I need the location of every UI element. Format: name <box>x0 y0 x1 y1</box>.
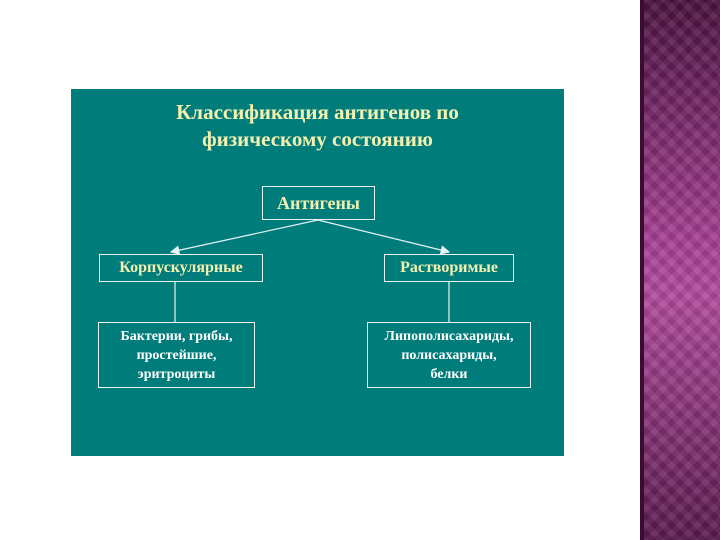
root-node-antigens: Антигены <box>262 186 375 220</box>
slide-title-line-1: Классификация антигенов по <box>176 100 459 124</box>
examples-node-soluble: Липополисахариды, полисахариды, белки <box>367 322 531 388</box>
category-node-corpuscular: Корпускулярные <box>99 254 263 282</box>
category-node-soluble: Растворимые <box>384 254 514 282</box>
examples-node-corpuscular: Бактерии, грибы, простейшие, эритроциты <box>98 322 255 388</box>
slide-panel <box>71 89 564 456</box>
arrow-to-left-category <box>171 220 318 252</box>
decorative-side-band <box>640 0 720 540</box>
slide-title-line-2: физическому состоянию <box>202 127 433 151</box>
arrow-to-right-category <box>318 220 449 252</box>
